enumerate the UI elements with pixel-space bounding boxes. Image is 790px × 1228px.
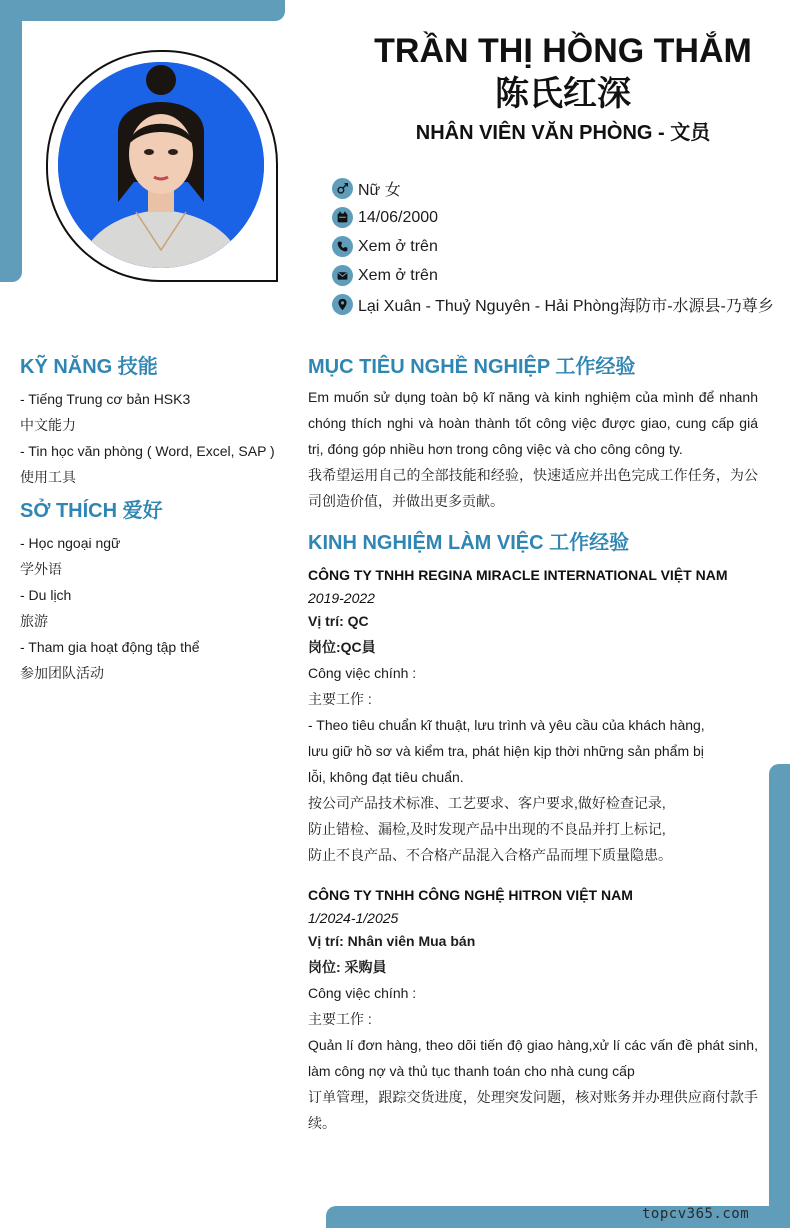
calendar-icon [332, 207, 353, 228]
contact-phone-text: Xem ở trên [358, 237, 438, 255]
duty-line: 防止不良产品、不合格产品混入合格产品而埋下质量隐患。 [308, 847, 672, 863]
phone-icon [332, 236, 353, 257]
decor-bar-left [0, 0, 22, 282]
hobbies-list [20, 530, 290, 686]
full-name-chinese: 陈氏红深 [495, 75, 631, 113]
objective-text-vi: Em muốn sử dụng toàn bộ kĩ năng và kinh nghiệm của mình để nhanh chóng thích nghi và hoàn thành tốt công việc được giao, cung cấp giá trị, đóng góp nhiều hơn trong công việc và cho công công ty. [308, 389, 758, 457]
job-title: NHÂN VIÊN VĂN PHÒNG - 文员 [415, 122, 711, 144]
work-period: 1/2024-1/2025 [308, 910, 399, 926]
skill-item: 中文能力 [20, 417, 76, 433]
skill-item: 使用工具 [20, 469, 76, 485]
hobby-item: - Du lịch [20, 587, 72, 603]
contact-gender [332, 174, 774, 203]
work-period: 2019-2022 [308, 590, 375, 606]
duty-line: lưu giữ hồ sơ và kiểm tra, phát hiện kịp thời những sản phẩm bị [308, 743, 704, 759]
contact-list [332, 174, 774, 319]
contact-birthday [332, 203, 774, 232]
contact-address-text: Lại Xuân - Thuỷ Nguyên - Hải Phòng海防市-水源县-乃尊乡 [358, 298, 774, 315]
duties-label-cn: 主要工作 : [308, 1011, 372, 1027]
mail-icon [332, 265, 353, 286]
contact-email-text: Xem ở trên [358, 266, 438, 284]
duties-label: Công việc chính : [308, 665, 417, 681]
contact-phone [332, 232, 774, 261]
contact-gender-text: Nữ 女 [358, 182, 401, 199]
hobby-item: 学外语 [20, 561, 62, 577]
duty-paragraph-vi: Quản lí đơn hàng, theo dõi tiến độ giao hàng,xử lí các vấn đề phát sinh, làm công nợ và thủ tục thanh toán cho nhà cung cấp [308, 1037, 758, 1079]
skill-item: - Tin học văn phòng ( Word, Excel, SAP ) [20, 443, 275, 459]
decor-bar-top [0, 0, 285, 21]
company-name: CÔNG TY TNHH CÔNG NGHỆ HITRON VIỆT NAM [308, 887, 633, 903]
duty-line: 按公司产品技术标准、工艺要求、客户要求,做好检查记录, [308, 795, 666, 811]
gender-icon [332, 178, 353, 199]
profile-photo [58, 62, 264, 268]
left-column [20, 352, 290, 692]
duty-line: 防止错检、漏检,及时发现产品中出现的不良品并打上标记, [308, 821, 666, 837]
full-name: TRẦN THỊ HỒNG THẮM [374, 32, 752, 70]
company-name: CÔNG TY TNHH REGINA MIRACLE INTERNATIONAL VIỆT NAM [308, 567, 728, 583]
experience-title: KINH NGHIỆM LÀM VIỆC 工作经验 [308, 532, 630, 554]
hobby-item: - Học ngoại ngữ [20, 535, 121, 551]
location-icon [332, 294, 353, 315]
position-cn: 岗位: 采购員 [308, 959, 387, 975]
objective-title: MỤC TIÊU NGHỀ NGHIỆP 工作经验 [308, 356, 636, 378]
right-column [308, 352, 758, 1136]
experience-entry [308, 562, 758, 868]
objective-text-cn: 我希望运用自己的全部技能和经验，快速适应并出色完成工作任务，为公司创造价值，并做出更多贡献。 [308, 467, 758, 509]
duties-label: Công việc chính : [308, 985, 417, 1001]
decor-bar-right [769, 764, 790, 1228]
profile-photo-frame [46, 50, 278, 282]
hobby-item: 旅游 [20, 613, 48, 629]
duties-label-cn: 主要工作 : [308, 691, 372, 707]
position: Vị trí: Nhân viên Mua bán [308, 933, 476, 949]
position: Vị trí: QC [308, 613, 369, 629]
position-cn: 岗位:QC員 [308, 639, 376, 655]
contact-birthday-text: 14/06/2000 [358, 208, 439, 226]
contact-address [332, 290, 774, 319]
skills-list [20, 386, 290, 490]
header [340, 30, 786, 148]
experience-entry [308, 882, 758, 1136]
hobby-item: - Tham gia hoạt động tập thể [20, 639, 200, 655]
duty-paragraph-cn: 订单管理，跟踪交货进度，处理突发问题，核对账务并办理供应商付款手续。 [308, 1089, 758, 1131]
skill-item: - Tiếng Trung cơ bản HSK3 [20, 391, 191, 407]
duty-line: lỗi, không đạt tiêu chuẩn. [308, 769, 464, 785]
watermark: topcv365.com [642, 1206, 750, 1222]
hobbies-title: SỞ THÍCH 爱好 [20, 500, 163, 522]
contact-email [332, 261, 774, 290]
hobby-item: 参加团队活动 [20, 665, 104, 681]
duty-line: - Theo tiêu chuẩn kĩ thuật, lưu trình và yêu cầu của khách hàng, [308, 717, 705, 733]
skills-title: KỸ NĂNG 技能 [20, 356, 158, 378]
